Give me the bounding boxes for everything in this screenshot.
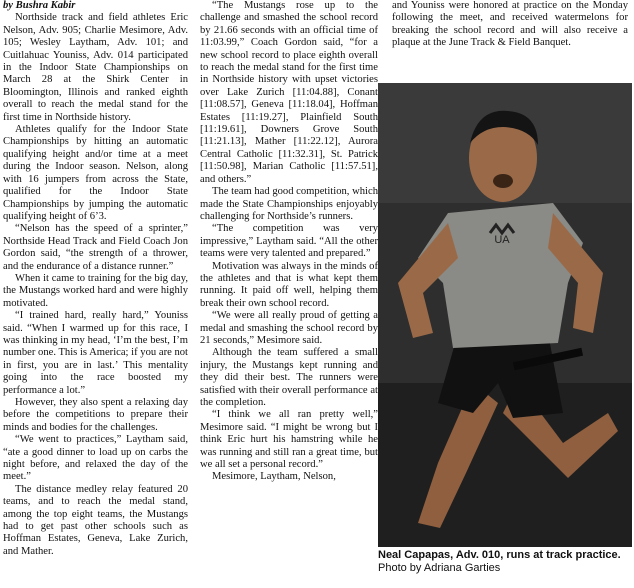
photo-caption [378,549,632,575]
caption-credit: Photo by Adriana Garties [378,562,501,574]
runner-illustration [378,83,632,547]
paragraph: “I think we all ran pretty well,” Mesimore said. “I might be wrong but I think Eric hurt his hamstring while he was running and still ran a great time, but we all set a personal record.” [200,409,378,471]
caption-title: Neal Capapas, Adv. 010, runs at track practice. [378,549,621,561]
paragraph: When it came to training for the big day, the Mustangs worked hard and were highly motivated. [3,272,188,309]
paragraph: “We went to practices,” Laytham said, “ate a good dinner to load up on carbs the night before, and relaxed the day of the meet.” [3,434,188,483]
paragraph: Although the team suffered a small injury, the Mustangs kept running and they did their best. The runners were satisfied with their overall performance at the completion. [200,347,378,408]
paragraph: Mesimore, Laytham, Nelson, [212,471,336,483]
article-column-1 [3,0,188,558]
paragraph: Motivation was always in the minds of the athletes and that is what kept them running. It paid off well, helping them break their own school record. [200,260,378,309]
article-column-2 [200,0,378,484]
paragraph: The team had good competition, which made the State Championships enjoyably challenging for Northside’s runners. [200,186,378,222]
byline: by Bushra Kabir [3,0,76,11]
paragraph: “I trained hard, really hard,” Youniss said. “When I warmed up for this race, I was thinking in my head, ‘I’m the best, I’m number one. This is America; if you are not in first, you are in last.’ This mentality going into the race boosted my performance a lot.” [3,310,188,396]
paragraph: Northside track and field athletes Eric Nelson, Adv. 905; Charlie Mesimore, Adv. 105; Wesley Laytham, Adv. 101; and Cuitlahuac Youniss, Adv. 014 participated in the Indoor State Championships on March 28 at the Shirk Center in Bloomington, Illinois and ranked eighth overall to reach the medal stand for the first time in Northside history. [3,12,188,123]
paragraph: However, they also spent a relaxing day before the competitions to prepare their minds and bodies for the challenges. [3,397,188,433]
shirt-logo: UA [494,234,510,246]
paragraph: The distance medley relay featured 20 teams, and to reach the medal stand, among the top eight teams, the Mustangs had to get past other schools such as Hoffman Estates, Geneva, Lake Zurich, and Mather. [3,483,188,557]
runner-photo [378,83,632,547]
article-column-3 [392,0,628,50]
paragraph: “Nelson has the speed of a sprinter,” Northside Head Track and Field Coach Jon Gordon said, “the strength of a thrower, and the endurance of a distance runner.” [3,223,188,272]
paragraph: “The Mustangs rose up to the challenge and smashed the school record by 21.66 seconds with an official time of 11:03.99,” Coach Gordon said, “for a new school record to place eighth overall to reach the medal stand for the first time in Northside history with upset victories over Lake Zurich [11:04.88], Conant [11:08.57], Geneva [11:18.04], Hoffman Estates [11:19.27], Plainfield South [11:19.61], Downers Grove South [11:21.13], Mather [11:22.12], Aurora Central Catholic [11:32.31], St. Patrick [11:50.98], Marian Catholic [11:57.51], and others.” [200,0,378,185]
paragraph: and Youniss were honored at practice on the Monday following the meet, and received watermelons for breaking the school record and will also receive a plaque at the June Track & Field Banquet. [392,0,628,49]
paragraph: “The competition was very impressive,” Laytham said. “All the other teams were very talented and prepared.” [200,223,378,260]
paragraph: “We were all really proud of getting a medal and smashing the school record by 21 seconds,” Mesimore said. [200,310,378,346]
paragraph: Athletes qualify for the Indoor State Championships by hitting an automatic qualifying height and/or time at a meet during the Indoor season. Nelson, along with 16 jumpers from across the State, qualified for the Indoor State Championships by jumping the automatic qualifying height of 6’3. [3,124,188,222]
